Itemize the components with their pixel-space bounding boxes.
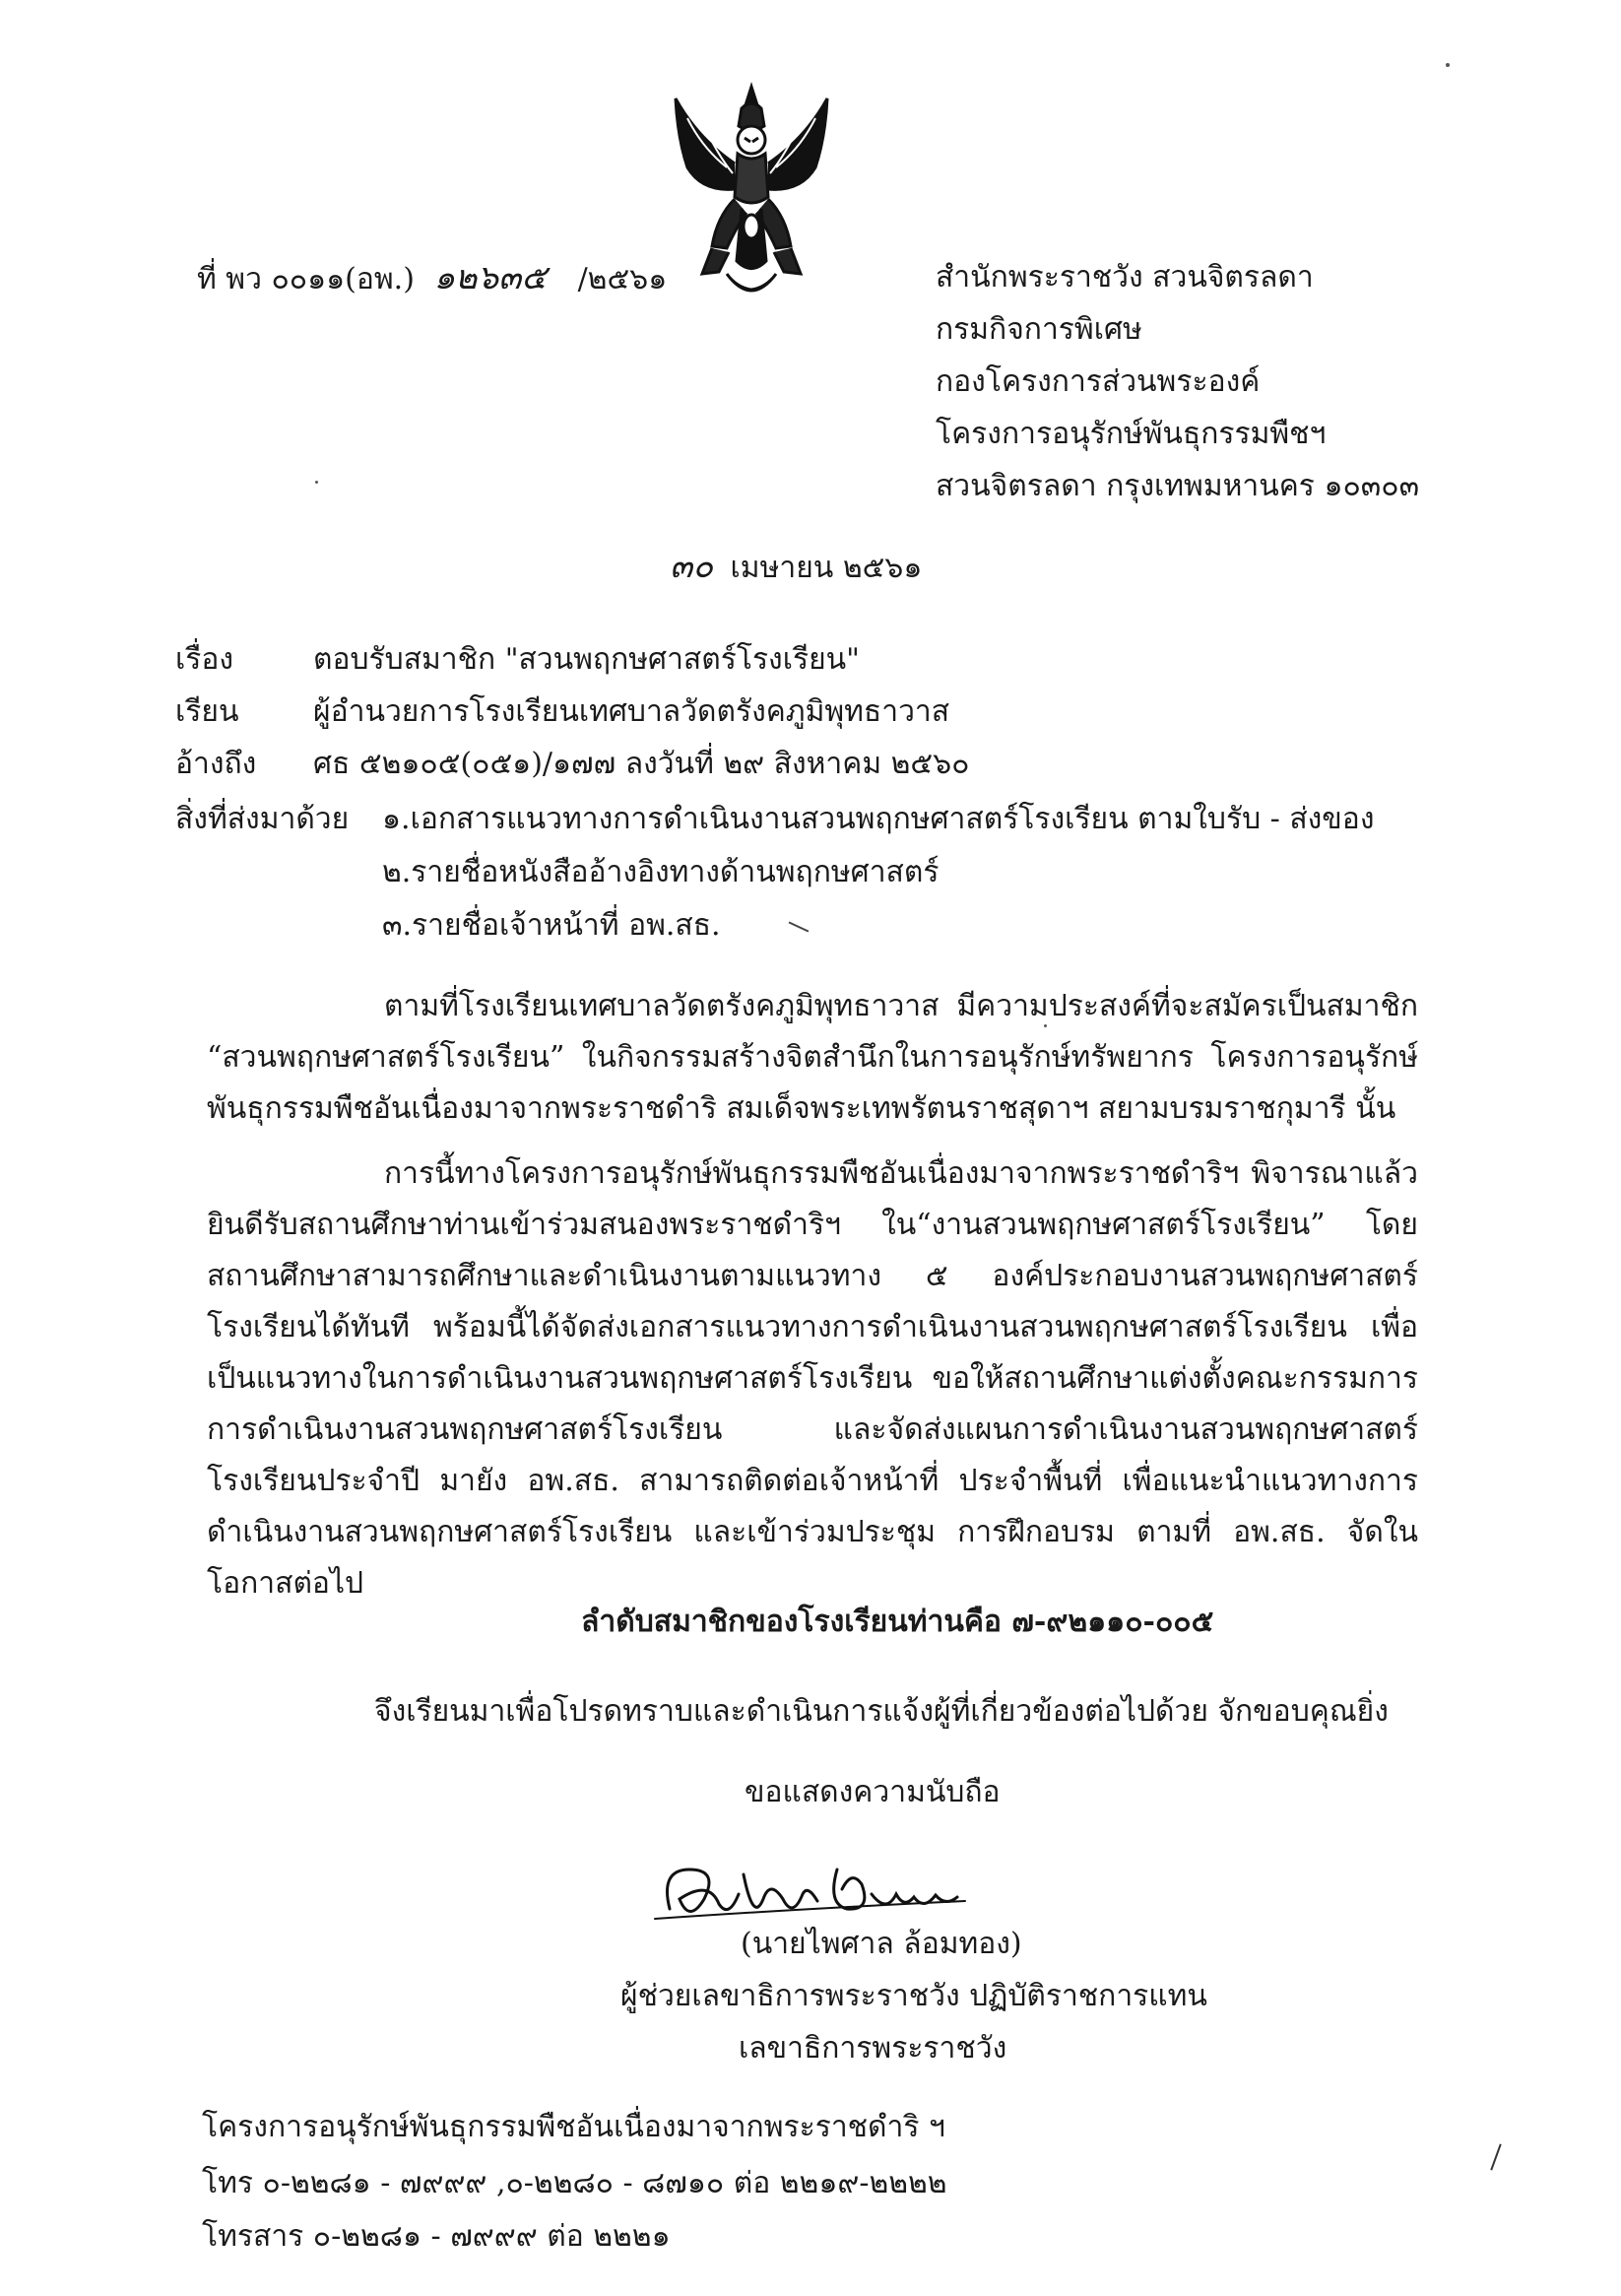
enclosure-item: ๑.เอกสารแนวทางการดำเนินงานสวนพฤกษศาสตร์โรงเรียน ตามใบรับ - ส่งของ (382, 802, 1375, 836)
body-paragraph-2-text: การนี้ทางโครงการอนุรักษ์พันธุกรรมพืชอันเนื่องมาจากพระราชดำริฯ พิจารณาแล้ว ยินดีรับสถานศึกษาท่านเข้าร่วมสนองพระราชดำริฯ ใน“งานสวนพฤกษศาสตร์โรงเรียน” โดยสถานศึกษาสามารถศึกษาและดำเนินงานตามแนวทาง ๕ องค์ประกอบงานสวนพฤกษศาสตร์โรงเรียนได้ทันที พร้อมนี้ได้จัดส่งเอกสารแนวทางการดำเนินงานสวนพฤกษศาสตร์โรงเรียน เพื่อเป็นแนวทางในการดำเนินงานสวนพฤกษศาสตร์โรงเรียน ขอให้สถานศึกษาแต่งตั้งคณะกรรมการการดำเนินงานสวนพฤกษศาสตร์โรงเรียน และจัดส่งแผนการดำเนินงานสวนพฤกษศาสตร์โรงเรียนประจำปี มายัง อพ.สธ. สามารถติดต่อเจ้าหน้าที่ ประจำพื้นที่ เพื่อแนะนำแนวทางการดำเนินงานสวนพฤกษศาสตร์โรงเรียน และเข้าร่วมประชุม การฝึกอบรม ตามที่ อพ.สธ. จัดในโอกาสต่อไป (207, 1156, 1418, 1601)
to-label: เรียน (175, 694, 239, 729)
signatory-title-2: เลขาธิการพระราชวัง (739, 2031, 1007, 2066)
body-paragraph-2 (207, 1148, 1418, 1609)
enclosure-item: ๒.รายชื่อหนังสืออ้างอิงทางด้านพฤกษศาสตร์ (382, 855, 940, 889)
scan-speck (1044, 1024, 1047, 1027)
body-paragraph-1-text: ตามที่โรงเรียนเทศบาลวัดตรังคภูมิพุทธาวาส มีความประสงค์ที่จะสมัครเป็นสมาชิก “สวนพฤกษศาสตร์โรงเรียน” ในกิจกรรมสร้างจิตสำนึกในการอนุรักษ์ทรัพยากร โครงการอนุรักษ์พันธุกรรมพืชอันเนื่องมาจากพระราชดำริ สมเด็จพระเทพรัตนราชสุดาฯ สยามบรมราชกุมารี นั้น (207, 989, 1418, 1126)
reference-number (197, 258, 667, 299)
body-paragraph-1 (207, 981, 1418, 1135)
footer-fax: โทรสาร ๐-๒๒๘๑ - ๗๙๙๙ ต่อ ๒๒๒๑ (202, 2219, 671, 2254)
footer-organization: โครงการอนุรักษ์พันธุกรรมพืชอันเนื่องมาจากพระราชดำริ ฯ (202, 2110, 945, 2144)
enclosure-item: ๓.รายชื่อเจ้าหน้าที่ อพ.สธ. (382, 908, 721, 943)
garuda-emblem (658, 79, 845, 315)
reference-handwritten-number: ๑๒๖๓๕ (433, 258, 548, 297)
signatory-name: (นายไพศาล ล้อมทอง) (741, 1927, 1022, 1961)
regards: ขอแสดงความนับถือ (745, 1775, 1001, 1809)
closing-sentence: จึงเรียนมาเพื่อโปรดทราบและดำเนินการแจ้งผู้ที่เกี่ยวข้องต่อไปด้วย จักขอบคุณยิ่ง (374, 1694, 1389, 1729)
date-month-year: เมษายน ๒๕๖๑ (730, 551, 923, 585)
letter-date (670, 547, 922, 588)
reference-year: /๒๕๖๑ (577, 262, 668, 296)
enclosures-label: สิ่งที่ส่งมาด้วย (175, 802, 350, 836)
scan-mark (789, 921, 810, 932)
date-handwritten-day: ๓๐ (670, 547, 713, 586)
subject-label: เรื่อง (175, 642, 234, 677)
reference-label: อ้างถึง (175, 747, 257, 781)
sender-line-4: โครงการอนุรักษ์พันธุกรรมพืชฯ (936, 417, 1327, 451)
sender-line-3: กองโครงการส่วนพระองค์ (936, 364, 1261, 399)
scan-mark (1490, 2144, 1501, 2171)
scan-speck (1446, 63, 1450, 67)
sender-line-5: สวนจิตรลดา กรุงเทพมหานคร ๑๐๓๐๓ (936, 469, 1420, 503)
member-number-line: ลำดับสมาชิกของโรงเรียนท่านคือ ๗-๙๒๑๑๐-๐๐๕ (581, 1605, 1214, 1639)
to-value: ผู้อำนวยการโรงเรียนเทศบาลวัดตรังคภูมิพุทธาวาส (313, 694, 950, 729)
sender-line-1: สำนักพระราชวัง สวนจิตรลดา (936, 260, 1314, 295)
footer-phone: โทร ๐-๒๒๘๑ - ๗๙๙๙ ,๐-๒๒๘๐ - ๘๗๑๐ ต่อ ๒๒๑๙-๒๒๒๒ (202, 2166, 947, 2200)
scan-speck (315, 481, 318, 484)
subject-value: ตอบรับสมาชิก "สวนพฤกษศาสตร์โรงเรียน" (313, 642, 860, 677)
reference-prefix: ที่ พว ๐๐๑๑(อพ.) (197, 262, 415, 296)
signatory-title-1: ผู้ช่วยเลขาธิการพระราชวัง ปฏิบัติราชการแทน (620, 1979, 1207, 2013)
reference-value: ศธ ๕๒๑๐๕(๐๕๑)/๑๗๗ ลงวันที่ ๒๙ สิงหาคม ๒๕๖๐ (313, 747, 970, 781)
sender-line-2: กรมกิจการพิเศษ (936, 312, 1142, 347)
